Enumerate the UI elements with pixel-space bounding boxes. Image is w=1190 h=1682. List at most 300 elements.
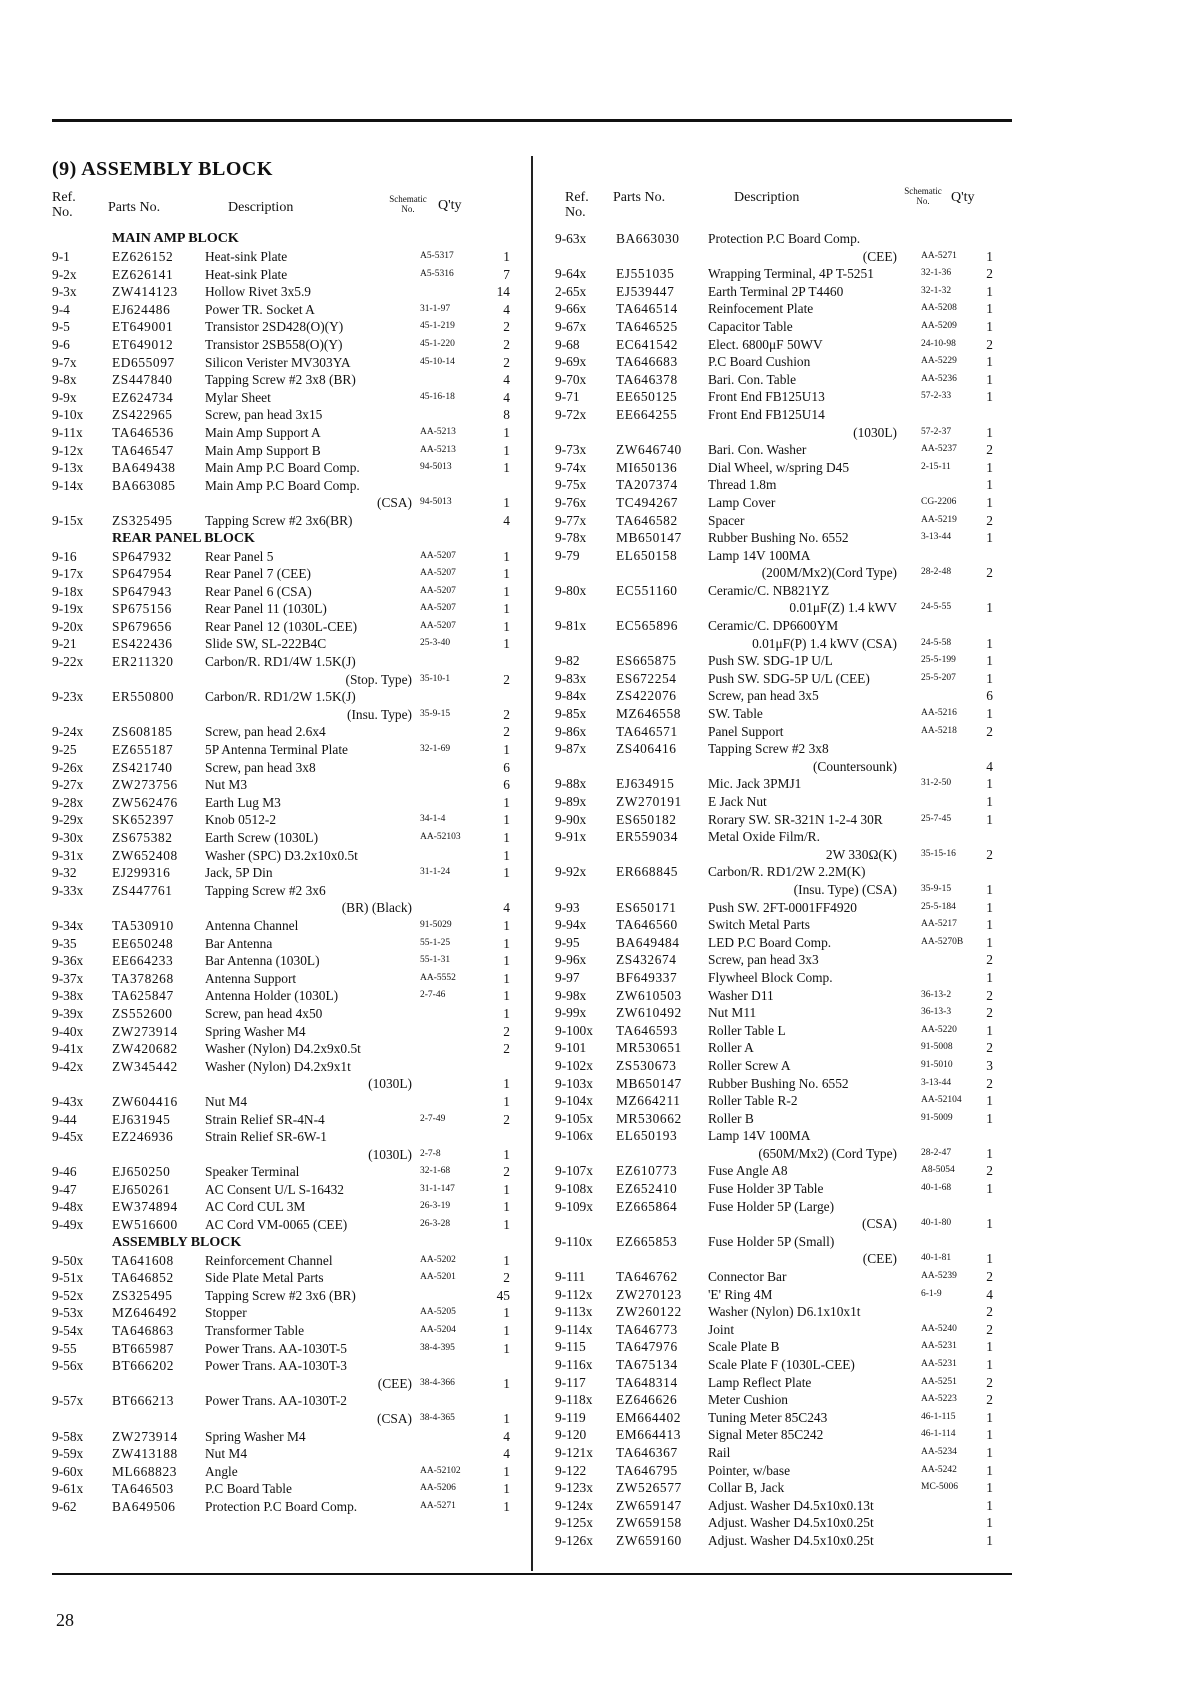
- part-number-cell: TA647976: [616, 1339, 678, 1355]
- schematic-cell: AA-5231: [921, 1359, 957, 1369]
- table-row: [555, 1268, 1025, 1286]
- ref-cell: 9-92x: [555, 864, 587, 880]
- table-row: [555, 300, 1025, 318]
- ref-cell: 9-4: [52, 301, 70, 317]
- part-number-cell: TA646547: [112, 442, 174, 458]
- description-cell: Transistor 2SB558(O)(Y): [205, 336, 343, 352]
- table-row-continuation: [52, 1075, 522, 1093]
- schematic-cell: AA-5234: [921, 1446, 957, 1457]
- part-number-cell: TA530910: [112, 917, 174, 933]
- qty-cell: 1: [503, 1481, 510, 1497]
- description-header: Description: [228, 200, 294, 215]
- table-row: [52, 1498, 522, 1516]
- part-number-cell: TA646536: [112, 424, 174, 440]
- part-number-cell: EE650248: [112, 935, 174, 951]
- part-number-cell: TA646795: [616, 1462, 678, 1478]
- table-row: [52, 776, 522, 794]
- qty-cell: 1: [986, 881, 993, 897]
- description-cell: (200M/Mx2)(Cord Type): [761, 565, 897, 581]
- description-cell: Mylar Sheet: [205, 389, 271, 405]
- ref-cell: 9-46: [52, 1164, 77, 1180]
- ref-cell: 9-47: [52, 1181, 77, 1197]
- table-row: [52, 847, 522, 865]
- table-row: [555, 459, 1025, 477]
- part-number-cell: TA648314: [616, 1374, 678, 1390]
- part-number-cell: BA649438: [112, 460, 176, 476]
- part-number-cell: ZW652408: [112, 847, 178, 863]
- table-row: [52, 1252, 522, 1270]
- schematic-cell: 91-5009: [921, 1112, 953, 1123]
- description-cell: Transistor 2SD428(O)(Y): [205, 319, 344, 335]
- description-cell: Joint: [708, 1321, 735, 1337]
- description-cell: Tuning Meter 85C243: [708, 1409, 828, 1425]
- description-cell: E Jack Nut: [708, 794, 767, 809]
- part-number-cell: ES422436: [112, 636, 173, 652]
- qty-cell: 2: [503, 354, 510, 370]
- table-row: [555, 582, 1025, 600]
- part-number-cell: TA646762: [616, 1269, 678, 1285]
- description-cell: 2W 330Ω(K): [825, 846, 897, 862]
- description-cell: Mic. Jack 3PMJ1: [708, 776, 802, 792]
- table-row: [52, 266, 522, 284]
- ref-cell: 9-117: [555, 1374, 586, 1390]
- part-number-cell: EM664413: [616, 1427, 682, 1443]
- table-row: [52, 442, 522, 460]
- schematic-cell: 55-1-31: [420, 955, 451, 966]
- top-rule: [52, 119, 1012, 122]
- qty-cell: 1: [986, 1022, 993, 1038]
- part-number-cell: MZ664211: [616, 1093, 681, 1109]
- part-number-cell: ZS325495: [112, 1287, 173, 1303]
- qty-cell: 2: [986, 987, 993, 1003]
- part-number-cell: TA646582: [616, 512, 678, 528]
- part-number-cell: EJ539447: [616, 283, 675, 299]
- qty-cell: 1: [503, 917, 510, 933]
- schematic-cell: 57-2-33: [921, 391, 952, 402]
- description-cell: Hollow Rivet 3x5.9: [205, 284, 312, 300]
- table-row: [52, 1198, 522, 1216]
- part-number-cell: ML668823: [112, 1463, 178, 1479]
- description-cell: Screw, pan head 3x5: [708, 688, 819, 704]
- table-row: [52, 952, 522, 970]
- description-cell: Rear Panel 11 (1030L): [205, 601, 327, 617]
- table-row: [555, 1004, 1025, 1022]
- table-row: [52, 1058, 522, 1076]
- schematic-cell: AA-5213: [420, 426, 456, 437]
- section-title: REAR PANEL BLOCK: [112, 530, 255, 546]
- description-cell: Adjust. Washer D4.5x10x0.25t: [708, 1532, 874, 1548]
- ref-cell: 9-108x: [555, 1181, 593, 1197]
- table-row: [555, 1039, 1025, 1057]
- table-row: [555, 1497, 1025, 1515]
- qty-cell: 1: [986, 459, 993, 475]
- qty-cell: 1: [503, 1340, 510, 1356]
- qty-cell: 7: [503, 266, 510, 282]
- table-row: [52, 301, 522, 319]
- description-cell: 5P Antenna Terminal Plate: [205, 742, 348, 758]
- description-cell: Screw, pan head 3x8: [205, 759, 316, 775]
- description-cell: (650M/Mx2) (Cord Type): [758, 1145, 897, 1161]
- part-number-cell: TA646593: [616, 1022, 678, 1038]
- part-number-cell: ER211320: [112, 654, 174, 670]
- qty-cell: 1: [986, 371, 993, 387]
- description-cell: Rear Panel 12 (1030L-CEE): [205, 618, 358, 634]
- part-number-cell: ET649001: [112, 319, 174, 335]
- part-number-cell: BA663030: [616, 231, 680, 246]
- description-cell: Speaker Terminal: [205, 1164, 300, 1180]
- part-number-cell: SP647954: [112, 566, 172, 582]
- ref-cell: 9-24x: [52, 724, 84, 740]
- schematic-cell: AA-5207: [420, 603, 456, 614]
- description-cell: Front End FB125U14: [708, 406, 825, 422]
- part-number-cell: BA649484: [616, 934, 680, 950]
- description-cell: Slide SW, SL-222B4C: [205, 636, 327, 652]
- part-number-cell: ZW562476: [112, 794, 178, 810]
- qty-cell: 4: [986, 1286, 993, 1302]
- table-row: [52, 1304, 522, 1322]
- part-number-cell: EZ246936: [112, 1129, 174, 1145]
- table-row: [52, 653, 522, 671]
- part-number-cell: ZW273756: [112, 777, 178, 793]
- description-cell: Lamp Cover: [708, 494, 776, 510]
- schematic-cell: A8-5054: [921, 1165, 955, 1176]
- ref-cell: 9-57x: [52, 1393, 84, 1409]
- ref-cell: 9-62: [52, 1498, 77, 1514]
- part-number-cell: ZS422965: [112, 407, 173, 423]
- schematic-cell: 32-1-36: [921, 268, 952, 279]
- table-row: [555, 547, 1025, 565]
- qty-cell: 2: [986, 1163, 993, 1179]
- description-cell: Carbon/R. RD1/4W 1.5K(J): [205, 654, 356, 670]
- ref-cell: 9-13x: [52, 460, 84, 476]
- part-number-cell: ZS675382: [112, 830, 173, 845]
- schematic-cell: 32-1-69: [420, 744, 451, 755]
- qty-cell: 1: [503, 812, 510, 828]
- part-number-cell: EJ624486: [112, 301, 171, 317]
- ref-cell: 9-81x: [555, 618, 587, 634]
- part-number-cell: ZW646740: [616, 442, 682, 458]
- schematic-cell: 26-3-19: [420, 1201, 451, 1212]
- part-number-cell: EM664402: [616, 1409, 682, 1425]
- description-cell: Lamp 14V 100MA: [708, 547, 811, 563]
- description-cell: (CSA): [377, 1411, 412, 1426]
- description-cell: Earth Screw (1030L): [205, 830, 319, 845]
- part-number-cell: TA646852: [112, 1270, 174, 1286]
- table-row: [555, 1162, 1025, 1180]
- part-number-cell: EZ626141: [112, 266, 174, 282]
- qty-cell: 2: [986, 336, 993, 352]
- schematic-cell: CG-2206: [921, 496, 957, 507]
- part-number-cell: ZW526577: [616, 1480, 682, 1496]
- part-number-cell: ZW604416: [112, 1093, 178, 1109]
- qty-cell: 2: [503, 724, 510, 740]
- schematic-cell: AA-5240: [921, 1323, 957, 1334]
- table-row: [555, 1321, 1025, 1339]
- qty-cell: 1: [503, 1252, 510, 1268]
- table-row: [555, 1022, 1025, 1040]
- qty-cell: 1: [986, 1181, 993, 1197]
- description-cell: Washer D11: [708, 987, 774, 1003]
- ref-cell: 9-73x: [555, 442, 587, 458]
- qty-cell: 45: [496, 1287, 510, 1303]
- ref-cell: 9-109x: [555, 1198, 593, 1214]
- qty-cell: 4: [503, 1446, 510, 1462]
- table-row: [555, 336, 1025, 354]
- table-row: [555, 371, 1025, 389]
- ref-cell: 9-26x: [52, 759, 84, 775]
- qty-cell: 1: [503, 988, 510, 1004]
- qty-cell: 1: [986, 477, 993, 493]
- table-row: [555, 740, 1025, 758]
- table-row: [52, 600, 522, 618]
- description-cell: Strain Relief SR-4N-4: [205, 1111, 325, 1127]
- ref-cell: 9-61x: [52, 1481, 84, 1497]
- schematic-cell: 31-2-50: [921, 778, 952, 789]
- qty-cell: 4: [503, 372, 510, 388]
- qty-cell: 1: [503, 601, 510, 617]
- column-divider: [531, 156, 533, 1571]
- column-header-left: [52, 190, 522, 230]
- qty-cell: 1: [986, 1409, 993, 1425]
- schematic-cell: 91-5008: [921, 1042, 953, 1053]
- ref-cell: 9-94x: [555, 917, 587, 933]
- qty-cell: 1: [503, 1411, 510, 1426]
- ref-cell: 9-51x: [52, 1270, 84, 1286]
- ref-cell: 9-10x: [52, 407, 84, 423]
- qty-cell: 1: [503, 442, 510, 458]
- schematic-cell: 38-4-365: [420, 1413, 455, 1423]
- ref-cell: 9-25: [52, 742, 77, 758]
- ref-cell: 9-101: [555, 1040, 587, 1056]
- description-cell: Washer (SPC) D3.2x10x0.5t: [205, 847, 358, 863]
- description-cell: Panel Support: [708, 723, 784, 739]
- ref-cell: 9-32: [52, 865, 77, 881]
- schematic-cell: 46-1-114: [921, 1429, 956, 1440]
- part-number-cell: ZW420682: [112, 1041, 178, 1057]
- qty-cell: 1: [503, 1146, 510, 1162]
- qty-cell: 1: [986, 1427, 993, 1443]
- part-number-cell: MR530651: [616, 1040, 682, 1056]
- ref-cell: 9-35: [52, 935, 77, 951]
- description-cell: Nut M4: [205, 1446, 248, 1462]
- description-cell: Carbon/R. RD1/2W 1.5K(J): [205, 689, 356, 705]
- description-cell: SW. Table: [708, 706, 763, 722]
- schematic-cell: 91-5010: [921, 1059, 953, 1070]
- qty-cell: 4: [503, 512, 510, 528]
- schematic-cell: A5-5317: [420, 251, 454, 261]
- qty-cell: 2: [986, 266, 993, 282]
- qty-cell: 2: [986, 565, 993, 581]
- qty-cell: 1: [986, 283, 993, 299]
- qty-cell: 2: [986, 846, 993, 862]
- qty-cell: 1: [503, 1217, 510, 1233]
- qty-cell: 1: [503, 249, 510, 264]
- schematic-cell: AA-5218: [921, 725, 957, 736]
- parts-header: Parts No.: [613, 190, 666, 205]
- table-row: [555, 1391, 1025, 1409]
- schematic-cell: AA-5271: [921, 250, 957, 261]
- part-number-cell: EE664255: [616, 406, 678, 422]
- ref-cell: 9-31x: [52, 847, 84, 863]
- description-cell: Flywheel Block Comp.: [708, 969, 833, 985]
- ref-cell: 9-103x: [555, 1075, 593, 1091]
- ref-cell: 9-42x: [52, 1058, 84, 1074]
- table-row: [52, 477, 522, 495]
- part-number-cell: EJ650261: [112, 1181, 171, 1197]
- description-cell: Power TR. Socket A: [205, 301, 315, 317]
- qty-cell: 1: [986, 653, 993, 669]
- ref-cell: 9-60x: [52, 1463, 84, 1479]
- schematic-cell: 31-1-97: [420, 303, 451, 314]
- part-number-cell: ZS422076: [616, 688, 677, 704]
- part-number-cell: EZ665864: [616, 1198, 678, 1214]
- part-number-cell: SP647943: [112, 583, 172, 599]
- qty-cell: 1: [986, 389, 993, 405]
- description-cell: Heat-sink Plate: [205, 249, 288, 264]
- part-number-cell: BA663085: [112, 477, 176, 493]
- ref-cell: 9-82: [555, 653, 580, 669]
- qty-cell: 2: [503, 336, 510, 352]
- description-cell: Main Amp P.C Board Comp.: [205, 460, 360, 476]
- table-row: [52, 1005, 522, 1023]
- table-row: [52, 1480, 522, 1498]
- description-cell: 0.01μF(Z) 1.4 kWV: [789, 600, 897, 616]
- ref-cell: 9-12x: [52, 442, 84, 458]
- ref-cell: 9-99x: [555, 1005, 587, 1021]
- description-cell: Nut M4: [205, 1093, 248, 1109]
- part-number-cell: TA646683: [616, 354, 678, 370]
- ref-cell: 9-14x: [52, 477, 84, 493]
- description-cell: Push SW. SDG-1P U/L: [708, 653, 833, 669]
- ref-cell: 9-104x: [555, 1093, 593, 1109]
- qty-cell: 1: [986, 1357, 993, 1372]
- description-cell: Push SW. SDG-5P U/L (CEE): [708, 670, 870, 686]
- table-row: [52, 389, 522, 407]
- schematic-cell: AA-5216: [921, 708, 957, 719]
- table-row: [52, 1357, 522, 1375]
- description-cell: Power Trans. AA-1030T-5: [205, 1340, 347, 1356]
- qty-cell: 4: [503, 389, 510, 405]
- schematic-cell: 35-10-1: [420, 673, 451, 684]
- qty-cell: 3: [986, 1057, 993, 1073]
- parts-rows-left: [52, 230, 522, 1516]
- part-number-cell: ZS530673: [616, 1057, 677, 1073]
- schematic-cell: 24-5-55: [921, 602, 952, 613]
- description-cell: Main Amp Support B: [205, 442, 321, 458]
- part-number-cell: ZS608185: [112, 724, 173, 740]
- parts-list-right: [555, 186, 1025, 1550]
- ref-cell: 9-84x: [555, 688, 587, 704]
- table-row: [555, 1479, 1025, 1497]
- qty-cell: 8: [503, 407, 510, 423]
- description-cell: AC Consent U/L S-16432: [205, 1181, 344, 1197]
- description-cell: Bar Antenna: [205, 935, 273, 951]
- schematic-cell: AA-5205: [420, 1307, 456, 1318]
- qty-cell: 4: [503, 900, 510, 916]
- qty-cell: 1: [503, 495, 510, 511]
- ref-cell: 9-22x: [52, 654, 84, 670]
- description-cell: (1030L): [368, 1146, 412, 1162]
- description-cell: Heat-sink Plate: [205, 266, 288, 282]
- table-row: [555, 1303, 1025, 1321]
- ref-cell: 9-27x: [52, 777, 84, 793]
- part-number-cell: EZ610773: [616, 1163, 678, 1179]
- qty-cell: 2: [986, 1005, 993, 1021]
- qty-cell: 2: [986, 1075, 993, 1091]
- description-cell: Side Plate Metal Parts: [205, 1270, 324, 1286]
- qty-cell: 1: [986, 1216, 993, 1232]
- table-row-continuation: [555, 599, 1025, 617]
- schematic-cell: 24-5-58: [921, 637, 952, 648]
- part-number-cell: ZW345442: [112, 1058, 178, 1074]
- qty-cell: 2: [986, 1269, 993, 1285]
- qty-cell: 1: [986, 794, 993, 809]
- qty-cell: 2: [986, 512, 993, 528]
- ref-cell: 9-78x: [555, 530, 587, 546]
- table-row-continuation: [52, 899, 522, 917]
- qty-cell: 1: [503, 953, 510, 969]
- part-number-cell: TA646378: [616, 371, 678, 387]
- ref-cell: 9-77x: [555, 512, 587, 528]
- qty-cell: 1: [986, 1339, 993, 1355]
- qty-cell: 1: [986, 635, 993, 651]
- schematic-header: Schematic No.: [389, 194, 427, 214]
- ref-cell: 9-11x: [52, 424, 83, 440]
- description-cell: Screw, pan head 3x15: [205, 407, 323, 423]
- qty-cell: 1: [986, 1532, 993, 1548]
- schematic-cell: 40-1-68: [921, 1183, 952, 1194]
- part-number-cell: MZ646492: [112, 1305, 178, 1321]
- description-cell: Silicon Verister MV303YA: [205, 354, 351, 370]
- qty-cell: 1: [503, 935, 510, 951]
- table-row: [52, 1093, 522, 1111]
- table-row: [555, 529, 1025, 547]
- part-number-cell: EE650125: [616, 389, 678, 405]
- part-number-cell: TA378268: [112, 970, 174, 986]
- part-number-cell: EJ299316: [112, 865, 171, 881]
- ref-cell: 9-38x: [52, 988, 84, 1004]
- schematic-cell: 45-1-220: [420, 338, 455, 349]
- schematic-cell: AA-5207: [420, 620, 456, 631]
- part-number-cell: TA646773: [616, 1321, 678, 1337]
- schematic-cell: 25-7-45: [921, 813, 952, 824]
- page-number: 28: [56, 1610, 74, 1630]
- description-cell: Stopper: [205, 1305, 247, 1321]
- table-row: [555, 476, 1025, 494]
- part-number-cell: ZW273914: [112, 1428, 178, 1444]
- schematic-cell: 32-1-32: [921, 285, 952, 296]
- schematic-cell: 57-2-37: [921, 426, 952, 437]
- qty-cell: 1: [986, 899, 993, 915]
- schematic-cell: AA-5202: [420, 1254, 456, 1265]
- qty-cell: 2: [986, 442, 993, 458]
- qty-cell: 1: [986, 530, 993, 546]
- table-row: [52, 1163, 522, 1181]
- part-number-cell: EL650193: [616, 1128, 678, 1144]
- qty-cell: 2: [986, 1374, 993, 1390]
- description-cell: (Stop. Type): [345, 671, 412, 687]
- table-row: [555, 1286, 1025, 1304]
- description-cell: Meter Cushion: [708, 1392, 788, 1408]
- description-cell: Fuse Holder 3P Table: [708, 1181, 824, 1197]
- table-row-continuation: [52, 706, 522, 724]
- schematic-cell: 3-13-44: [921, 532, 952, 543]
- part-number-cell: TA646514: [616, 301, 678, 317]
- description-cell: Adjust. Washer D4.5x10x0.13t: [708, 1497, 874, 1513]
- part-number-cell: ES650171: [616, 899, 677, 915]
- ref-cell: 9-96x: [555, 952, 587, 968]
- qty-cell: 1: [503, 460, 510, 476]
